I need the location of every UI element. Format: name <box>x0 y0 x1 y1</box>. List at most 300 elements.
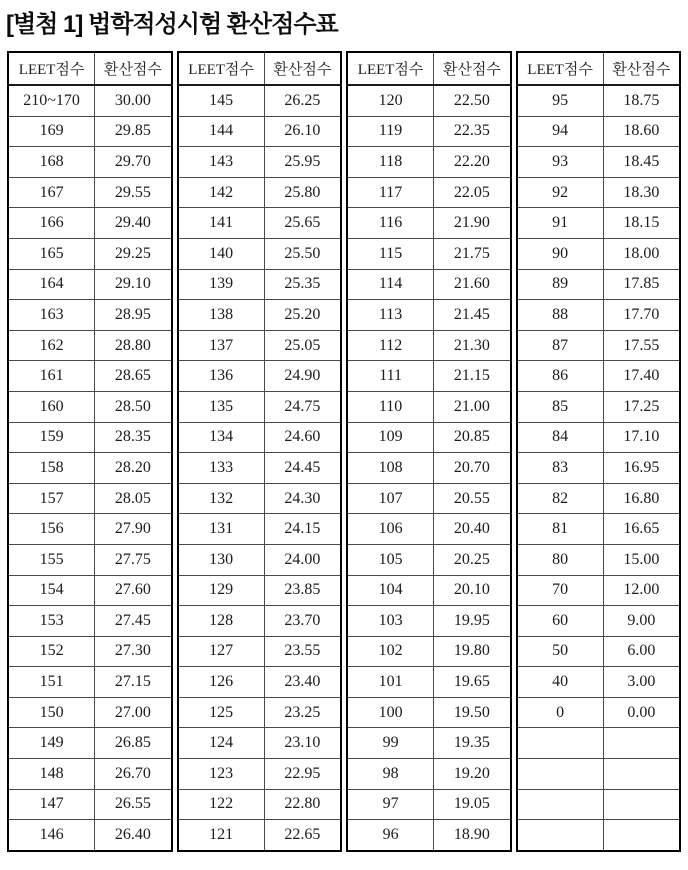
converted-score-cell <box>603 789 680 820</box>
converted-score-cell: 21.15 <box>434 361 511 392</box>
table-row <box>517 453 681 484</box>
converted-score-cell: 26.70 <box>95 759 172 790</box>
table-row <box>178 208 342 239</box>
leet-score-cell: 92 <box>517 177 604 208</box>
converted-score-cell: 21.75 <box>434 238 511 269</box>
converted-score-cell: 12.00 <box>603 575 680 606</box>
table-row <box>8 453 172 484</box>
converted-score-header: 환산점수 <box>95 52 172 85</box>
converted-score-cell: 18.45 <box>603 147 680 178</box>
leet-score-cell: 144 <box>178 116 265 147</box>
leet-score-cell: 135 <box>178 391 265 422</box>
converted-score-cell: 19.80 <box>434 636 511 667</box>
table-row <box>8 147 172 178</box>
leet-score-cell: 134 <box>178 422 265 453</box>
table-row <box>347 483 511 514</box>
leet-score-cell: 94 <box>517 116 604 147</box>
leet-score-cell: 149 <box>8 728 95 759</box>
converted-score-cell: 27.60 <box>95 575 172 606</box>
leet-score-cell <box>517 820 604 851</box>
converted-score-cell: 28.65 <box>95 361 172 392</box>
table-row <box>8 177 172 208</box>
score-conversion-sub-table <box>346 51 512 852</box>
leet-score-cell: 150 <box>8 697 95 728</box>
leet-score-header: LEET점수 <box>8 52 95 85</box>
converted-score-cell: 29.85 <box>95 116 172 147</box>
leet-score-cell: 118 <box>347 147 434 178</box>
leet-score-cell: 137 <box>178 330 265 361</box>
table-row <box>8 820 172 851</box>
converted-score-cell: 17.55 <box>603 330 680 361</box>
converted-score-cell: 16.65 <box>603 514 680 545</box>
table-row <box>517 177 681 208</box>
leet-score-cell: 139 <box>178 269 265 300</box>
table-row <box>347 391 511 422</box>
table-row <box>178 514 342 545</box>
table-row <box>178 361 342 392</box>
table-row <box>8 361 172 392</box>
leet-score-cell: 153 <box>8 606 95 637</box>
table-row <box>347 575 511 606</box>
leet-score-cell: 140 <box>178 238 265 269</box>
leet-score-cell: 0 <box>517 697 604 728</box>
table-row <box>8 483 172 514</box>
leet-score-cell: 151 <box>8 667 95 698</box>
leet-score-cell: 145 <box>178 85 265 116</box>
table-row <box>8 300 172 331</box>
converted-score-cell: 25.65 <box>264 208 341 239</box>
table-row <box>178 728 342 759</box>
leet-score-cell: 91 <box>517 208 604 239</box>
leet-score-cell: 157 <box>8 483 95 514</box>
leet-score-cell: 70 <box>517 575 604 606</box>
table-row <box>347 514 511 545</box>
converted-score-cell: 26.55 <box>95 789 172 820</box>
converted-score-cell: 25.20 <box>264 300 341 331</box>
table-row <box>347 759 511 790</box>
table-row <box>517 514 681 545</box>
table-row <box>178 759 342 790</box>
table-row <box>347 728 511 759</box>
converted-score-cell: 29.40 <box>95 208 172 239</box>
table-row <box>8 636 172 667</box>
table-row <box>517 544 681 575</box>
converted-score-cell: 22.20 <box>434 147 511 178</box>
converted-score-cell: 29.10 <box>95 269 172 300</box>
converted-score-cell: 20.10 <box>434 575 511 606</box>
leet-score-cell: 100 <box>347 697 434 728</box>
leet-score-cell: 116 <box>347 208 434 239</box>
leet-score-cell: 132 <box>178 483 265 514</box>
leet-score-header: LEET점수 <box>178 52 265 85</box>
table-row <box>8 85 172 116</box>
table-row <box>517 422 681 453</box>
converted-score-cell: 18.00 <box>603 238 680 269</box>
leet-score-cell: 158 <box>8 453 95 484</box>
table-row <box>347 697 511 728</box>
leet-score-cell: 107 <box>347 483 434 514</box>
leet-score-cell: 126 <box>178 667 265 698</box>
converted-score-cell <box>603 820 680 851</box>
converted-score-cell: 23.10 <box>264 728 341 759</box>
table-row <box>178 422 342 453</box>
converted-score-cell: 19.05 <box>434 789 511 820</box>
converted-score-cell: 26.40 <box>95 820 172 851</box>
converted-score-cell: 19.65 <box>434 667 511 698</box>
leet-score-cell: 133 <box>178 453 265 484</box>
leet-score-cell: 210~170 <box>8 85 95 116</box>
converted-score-cell: 28.80 <box>95 330 172 361</box>
converted-score-cell: 18.15 <box>603 208 680 239</box>
converted-score-cell: 27.00 <box>95 697 172 728</box>
table-row <box>178 453 342 484</box>
leet-score-cell: 88 <box>517 300 604 331</box>
table-row <box>8 789 172 820</box>
table-row <box>517 147 681 178</box>
table-header-row <box>347 52 511 85</box>
converted-score-cell: 19.20 <box>434 759 511 790</box>
table-row <box>347 85 511 116</box>
converted-score-cell: 21.90 <box>434 208 511 239</box>
converted-score-cell: 21.30 <box>434 330 511 361</box>
table-row <box>347 636 511 667</box>
table-row <box>347 177 511 208</box>
table-row <box>347 361 511 392</box>
leet-score-cell: 117 <box>347 177 434 208</box>
converted-score-cell: 24.90 <box>264 361 341 392</box>
leet-score-cell: 164 <box>8 269 95 300</box>
converted-score-cell: 22.80 <box>264 789 341 820</box>
leet-score-cell: 93 <box>517 147 604 178</box>
leet-score-cell: 131 <box>178 514 265 545</box>
converted-score-cell: 25.50 <box>264 238 341 269</box>
table-row <box>517 208 681 239</box>
converted-score-cell: 30.00 <box>95 85 172 116</box>
table-row <box>8 330 172 361</box>
converted-score-cell: 26.10 <box>264 116 341 147</box>
table-row <box>517 330 681 361</box>
converted-score-cell: 17.10 <box>603 422 680 453</box>
leet-score-cell: 85 <box>517 391 604 422</box>
table-row <box>8 208 172 239</box>
page-title: [별첨 1] 법학적성시험 환산점수표 <box>6 11 338 38</box>
table-row <box>347 300 511 331</box>
converted-score-cell: 23.70 <box>264 606 341 637</box>
converted-score-cell: 25.80 <box>264 177 341 208</box>
table-header-row <box>8 52 172 85</box>
table-row <box>8 759 172 790</box>
table-row <box>517 667 681 698</box>
leet-score-cell: 50 <box>517 636 604 667</box>
table-row <box>517 606 681 637</box>
table-row <box>347 422 511 453</box>
table-row <box>517 728 681 759</box>
converted-score-cell: 26.85 <box>95 728 172 759</box>
converted-score-cell: 28.35 <box>95 422 172 453</box>
converted-score-cell: 24.00 <box>264 544 341 575</box>
leet-score-cell <box>517 789 604 820</box>
converted-score-cell: 23.25 <box>264 697 341 728</box>
converted-score-cell: 24.60 <box>264 422 341 453</box>
leet-score-cell: 159 <box>8 422 95 453</box>
converted-score-cell: 18.30 <box>603 177 680 208</box>
leet-score-cell: 87 <box>517 330 604 361</box>
leet-score-cell <box>517 759 604 790</box>
leet-score-cell: 96 <box>347 820 434 851</box>
leet-score-cell: 143 <box>178 147 265 178</box>
leet-score-cell: 124 <box>178 728 265 759</box>
table-row <box>178 300 342 331</box>
table-header-row <box>517 52 681 85</box>
leet-score-cell: 155 <box>8 544 95 575</box>
leet-score-cell: 103 <box>347 606 434 637</box>
table-row <box>178 177 342 208</box>
leet-score-cell: 82 <box>517 483 604 514</box>
leet-score-cell: 114 <box>347 269 434 300</box>
leet-score-cell: 152 <box>8 636 95 667</box>
converted-score-cell: 17.85 <box>603 269 680 300</box>
table-row <box>347 544 511 575</box>
leet-score-cell: 154 <box>8 575 95 606</box>
leet-score-cell: 120 <box>347 85 434 116</box>
table-row <box>178 391 342 422</box>
converted-score-cell: 25.05 <box>264 330 341 361</box>
converted-score-cell: 21.45 <box>434 300 511 331</box>
leet-score-cell: 136 <box>178 361 265 392</box>
leet-score-cell: 108 <box>347 453 434 484</box>
leet-score-cell: 40 <box>517 667 604 698</box>
converted-score-cell: 17.25 <box>603 391 680 422</box>
converted-score-cell: 23.55 <box>264 636 341 667</box>
converted-score-cell: 24.30 <box>264 483 341 514</box>
table-row <box>178 820 342 851</box>
leet-score-cell: 95 <box>517 85 604 116</box>
converted-score-cell: 27.90 <box>95 514 172 545</box>
leet-score-cell: 122 <box>178 789 265 820</box>
leet-score-cell: 89 <box>517 269 604 300</box>
converted-score-cell: 25.95 <box>264 147 341 178</box>
leet-score-header: LEET점수 <box>347 52 434 85</box>
converted-score-cell: 22.50 <box>434 85 511 116</box>
leet-score-cell: 141 <box>178 208 265 239</box>
table-row <box>517 789 681 820</box>
leet-score-cell: 163 <box>8 300 95 331</box>
score-conversion-sub-table <box>516 51 682 852</box>
leet-score-cell: 109 <box>347 422 434 453</box>
leet-score-cell: 111 <box>347 361 434 392</box>
leet-score-header: LEET점수 <box>517 52 604 85</box>
converted-score-cell: 22.05 <box>434 177 511 208</box>
leet-score-cell: 110 <box>347 391 434 422</box>
table-row <box>178 789 342 820</box>
table-row <box>517 391 681 422</box>
leet-score-cell: 119 <box>347 116 434 147</box>
table-row <box>517 269 681 300</box>
table-row <box>347 667 511 698</box>
leet-score-cell: 121 <box>178 820 265 851</box>
table-row <box>178 606 342 637</box>
table-row <box>8 667 172 698</box>
converted-score-cell: 27.15 <box>95 667 172 698</box>
leet-score-cell: 99 <box>347 728 434 759</box>
converted-score-cell: 20.70 <box>434 453 511 484</box>
converted-score-cell: 16.95 <box>603 453 680 484</box>
converted-score-cell: 22.65 <box>264 820 341 851</box>
converted-score-cell: 6.00 <box>603 636 680 667</box>
score-conversion-sub-table <box>177 51 343 852</box>
converted-score-cell: 9.00 <box>603 606 680 637</box>
converted-score-cell: 17.40 <box>603 361 680 392</box>
converted-score-cell: 19.95 <box>434 606 511 637</box>
table-row <box>178 544 342 575</box>
table-row <box>8 514 172 545</box>
leet-score-cell: 83 <box>517 453 604 484</box>
leet-score-cell: 90 <box>517 238 604 269</box>
leet-score-cell: 129 <box>178 575 265 606</box>
converted-score-cell: 24.75 <box>264 391 341 422</box>
converted-score-cell: 20.85 <box>434 422 511 453</box>
table-row <box>517 483 681 514</box>
converted-score-cell: 27.75 <box>95 544 172 575</box>
converted-score-cell: 15.00 <box>603 544 680 575</box>
converted-score-header: 환산점수 <box>264 52 341 85</box>
converted-score-cell: 23.40 <box>264 667 341 698</box>
converted-score-cell: 21.60 <box>434 269 511 300</box>
converted-score-cell: 29.70 <box>95 147 172 178</box>
leet-score-cell: 123 <box>178 759 265 790</box>
converted-score-cell: 22.35 <box>434 116 511 147</box>
converted-score-cell: 24.45 <box>264 453 341 484</box>
table-row <box>8 697 172 728</box>
table-row <box>517 636 681 667</box>
leet-score-cell: 104 <box>347 575 434 606</box>
converted-score-cell: 20.25 <box>434 544 511 575</box>
leet-score-cell: 106 <box>347 514 434 545</box>
table-row <box>517 116 681 147</box>
converted-score-cell <box>603 759 680 790</box>
table-row <box>8 391 172 422</box>
leet-score-cell: 125 <box>178 697 265 728</box>
leet-score-cell: 115 <box>347 238 434 269</box>
leet-score-cell: 161 <box>8 361 95 392</box>
table-row <box>178 667 342 698</box>
table-row <box>178 238 342 269</box>
table-row <box>8 269 172 300</box>
table-row <box>347 820 511 851</box>
leet-score-cell: 147 <box>8 789 95 820</box>
converted-score-cell: 25.35 <box>264 269 341 300</box>
table-row <box>8 544 172 575</box>
converted-score-header: 환산점수 <box>434 52 511 85</box>
table-row <box>517 85 681 116</box>
table-row <box>178 575 342 606</box>
table-row <box>8 422 172 453</box>
table-row <box>347 789 511 820</box>
leet-score-cell: 160 <box>8 391 95 422</box>
converted-score-cell: 28.05 <box>95 483 172 514</box>
table-row <box>8 575 172 606</box>
leet-score-cell: 162 <box>8 330 95 361</box>
table-row <box>178 269 342 300</box>
converted-score-cell <box>603 728 680 759</box>
converted-score-cell: 18.75 <box>603 85 680 116</box>
leet-score-cell: 101 <box>347 667 434 698</box>
leet-score-cell: 130 <box>178 544 265 575</box>
leet-score-cell: 102 <box>347 636 434 667</box>
leet-score-cell: 138 <box>178 300 265 331</box>
table-row <box>517 697 681 728</box>
document-page <box>0 4 688 852</box>
converted-score-cell: 20.55 <box>434 483 511 514</box>
table-row <box>178 147 342 178</box>
converted-score-cell: 0.00 <box>603 697 680 728</box>
table-row <box>347 453 511 484</box>
converted-score-cell: 22.95 <box>264 759 341 790</box>
table-row <box>517 575 681 606</box>
leet-score-cell: 112 <box>347 330 434 361</box>
leet-score-cell: 165 <box>8 238 95 269</box>
table-row <box>178 116 342 147</box>
table-row <box>347 116 511 147</box>
converted-score-cell: 16.80 <box>603 483 680 514</box>
leet-score-cell: 156 <box>8 514 95 545</box>
score-conversion-sub-table <box>7 51 173 852</box>
leet-score-cell: 86 <box>517 361 604 392</box>
table-row <box>517 361 681 392</box>
leet-score-cell: 142 <box>178 177 265 208</box>
leet-score-cell: 97 <box>347 789 434 820</box>
converted-score-cell: 28.95 <box>95 300 172 331</box>
leet-score-cell: 105 <box>347 544 434 575</box>
table-row <box>178 483 342 514</box>
table-row <box>517 238 681 269</box>
converted-score-cell: 26.25 <box>264 85 341 116</box>
table-row <box>8 728 172 759</box>
converted-score-cell: 18.60 <box>603 116 680 147</box>
leet-score-cell: 84 <box>517 422 604 453</box>
converted-score-header: 환산점수 <box>603 52 680 85</box>
table-row <box>178 697 342 728</box>
leet-score-cell: 128 <box>178 606 265 637</box>
leet-score-cell: 169 <box>8 116 95 147</box>
table-row <box>517 300 681 331</box>
table-row <box>517 820 681 851</box>
table-header-row <box>178 52 342 85</box>
leet-score-cell: 127 <box>178 636 265 667</box>
converted-score-cell: 20.40 <box>434 514 511 545</box>
leet-score-cell: 81 <box>517 514 604 545</box>
leet-score-cell: 168 <box>8 147 95 178</box>
table-row <box>8 116 172 147</box>
leet-score-cell: 60 <box>517 606 604 637</box>
leet-score-cell: 148 <box>8 759 95 790</box>
conversion-table-group <box>7 51 681 852</box>
leet-score-cell: 80 <box>517 544 604 575</box>
table-row <box>178 636 342 667</box>
converted-score-cell: 24.15 <box>264 514 341 545</box>
table-row <box>517 759 681 790</box>
table-row <box>178 330 342 361</box>
table-row <box>347 147 511 178</box>
converted-score-cell: 29.55 <box>95 177 172 208</box>
converted-score-cell: 27.30 <box>95 636 172 667</box>
leet-score-cell: 166 <box>8 208 95 239</box>
converted-score-cell: 19.35 <box>434 728 511 759</box>
leet-score-cell: 146 <box>8 820 95 851</box>
table-row <box>347 208 511 239</box>
table-row <box>347 269 511 300</box>
table-row <box>347 238 511 269</box>
